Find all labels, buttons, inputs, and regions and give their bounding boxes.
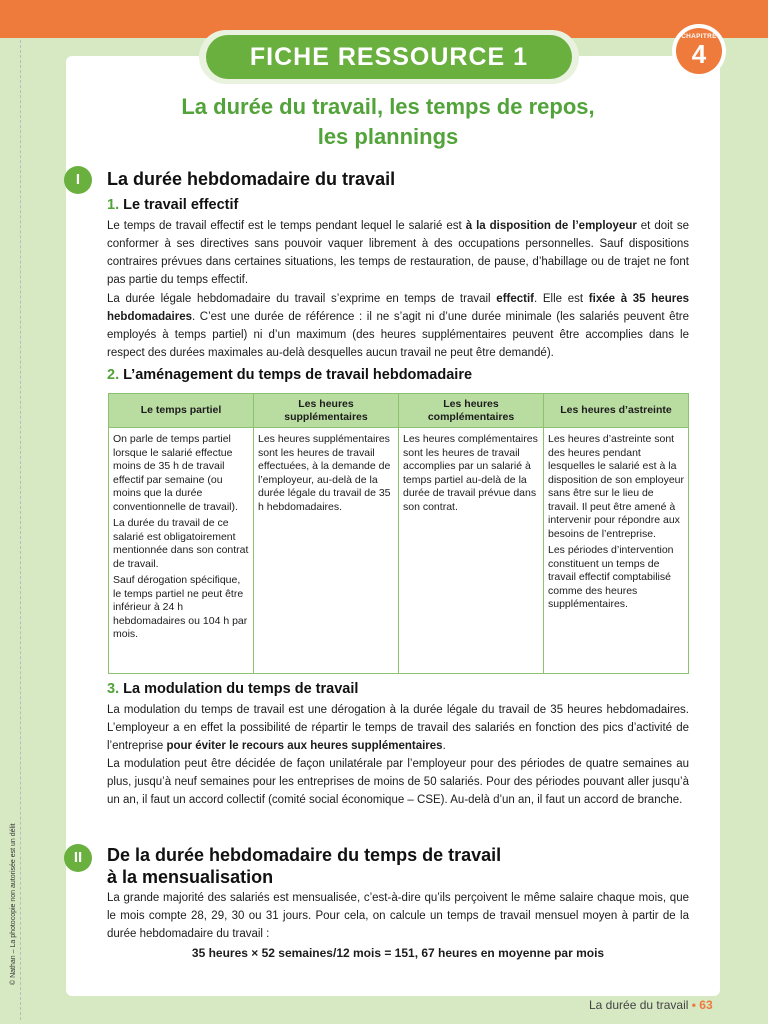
text-run: et doit se conformer à ses directives sans pouvoir vaquer librement à des occupations personnelles. Sauf dispositions contraires prévues dans certaines situations, les temps de restauration, de pause, d’habillage ou de trajet ne font pas partie du temps effectif. (107, 220, 689, 286)
copyright-sidenote: © Nathan – La photocopie non autorisée est un délit (10, 823, 17, 985)
section-2-heading (107, 844, 501, 888)
page-title-line2: les plannings (317, 124, 459, 149)
table-cell-heures-supplementaires (254, 428, 399, 674)
footer-bullet: • (691, 998, 696, 1012)
cell-paragraph: Les heures d’astreinte sont des heures pendant lesquelles le salarié est à la disposition de son employeur sans être sur le lieu de travail. Il peut être amené à intervenir pour répondre aux besoins de l’entreprise. (548, 433, 684, 540)
paragraph-duree-legale (107, 290, 689, 362)
table-header-cell: Les heures complémentaires (399, 394, 544, 428)
paragraph-travail-effectif (107, 217, 689, 289)
chapter-badge (676, 28, 722, 74)
text-run: La durée légale hebdomadaire du travail s’exprime en temps de travail (107, 293, 497, 305)
chapter-label: CHAPITRE (681, 33, 717, 40)
formula-line: 35 heures × 52 semaines/12 mois = 151, 67 heures en moyenne par mois (191, 946, 605, 960)
table-header-cell: Les heures supplémentaires (254, 394, 399, 428)
subsection-2-title: L’aménagement du temps de travail hebdomadaire (123, 367, 473, 383)
cell-paragraph: Les heures complémentaires sont les heures de travail accomplies par un salarié à temps partiel au-delà de la durée de travail prévue dans son contrat. (403, 433, 538, 513)
paragraph-modulation-1 (107, 701, 689, 755)
subsection-1-heading (107, 197, 238, 213)
section-2-heading-line1: De la durée hebdomadaire du temps de travail (107, 845, 502, 865)
table-header-cell: Les heures d’astreinte (544, 394, 689, 428)
table-cell-heures-astreinte (544, 428, 689, 674)
bold-run: fixée à 35 heures hebdomadaires (107, 293, 689, 323)
page-title-line1: La durée du travail, les temps de repos, (181, 94, 595, 119)
subsection-1-number: 1. (107, 197, 120, 213)
text-run: La modulation du temps de travail est une dérogation à la durée légale du travail de 35 heures hebdomadaires. L’employeur a en effet la possibilité de répartir le temps de travail des salariés en fonction des pics d’activité de l’entreprise (107, 704, 689, 752)
table-row (109, 428, 689, 674)
cell-paragraph: Sauf dérogation spécifique, le temps partiel ne peut être inférieur à 24 h hebdomadaires ou 104 h par mois. (113, 574, 248, 640)
subsection-2-heading (107, 367, 472, 383)
paragraph-mensualisation: La grande majorité des salariés est mensualisée, c’est-à-dire qu’ils perçoivent le même salaire chaque mois, que le mois compte 28, 29, 30 ou 31 jours. Pour cela, on calcule un temps de travail mensuel moyen à partir de la durée hebdomadaire du travail : (107, 892, 689, 940)
chapter-number: 4 (691, 39, 707, 69)
table-cell-temps-partiel (109, 428, 254, 674)
cell-paragraph: La durée du travail de ce salarié est obligatoirement mentionnée dans son contrat de travail. (113, 517, 249, 570)
bold-run: pour éviter le recours aux heures supplémentaires (166, 740, 443, 752)
subsection-3-heading (107, 681, 358, 697)
table-header-row (109, 394, 689, 428)
subsection-2-number: 2. (107, 367, 120, 383)
paragraph-modulation-2: La modulation peut être décidée de façon unilatérale par l’employeur pour des périodes de quatre semaines au plus, jusqu’à neuf semaines pour les entreprises de moins de 50 salariés. Pour des périodes pouvant aller jusqu’à un an, il faut un accord collectif (comité social économique – CSE). Au-delà d’un an, il faut un accord de branche. (107, 758, 689, 806)
cell-paragraph: On parle de temps partiel lorsque le salarié effectue moins de 35 h de travail effectif par semaine (ou moins que la durée conventionnelle de travail). (113, 433, 238, 513)
section-2-badge: II (64, 844, 92, 872)
text-run: Le temps de travail effectif est le temps pendant lequel le salarié est (107, 220, 466, 232)
table-header-cell: Le temps partiel (109, 394, 254, 428)
page-title (108, 92, 668, 152)
subsection-3-number: 3. (107, 681, 120, 697)
page-number: 63 (699, 998, 713, 1012)
cell-paragraph: Les heures supplémentaires sont les heures de travail effectuées, à la demande de l’employeur, au-delà de la durée légale du travail de 35 h hebdomadaires. (258, 433, 391, 513)
banner-title: FICHE RESSOURCE 1 (206, 35, 572, 79)
section-2-heading-line2: à la mensualisation (107, 867, 274, 887)
footer-text: La durée du travail (589, 998, 689, 1012)
bold-run: à la disposition de l’employeur (465, 220, 637, 232)
text-run: . Elle est (534, 293, 589, 305)
table-cell-heures-complementaires (399, 428, 544, 674)
margin-line (20, 40, 21, 1020)
text-run: . (442, 740, 446, 752)
amenagement-table (108, 393, 689, 674)
page-footer (589, 998, 713, 1012)
text-run: . C’est une durée de référence : il ne s’agit ni d’une durée minimale (les salariés peuvent être employés à temps partiel) ni d’un maximum (des heures supplémentaires peuvent être accomplies dans le respect des durées maximales au-delà desquelles aucun travail ne peut être demandé). (107, 311, 689, 359)
section-1-heading: La durée hebdomadaire du travail (107, 169, 396, 189)
cell-paragraph: Les périodes d’intervention constituent un temps de travail effectif comptabilisé comme des heures supplémentaires. (548, 544, 674, 610)
section-1-badge: I (64, 166, 92, 194)
subsection-3-title: La modulation du temps de travail (123, 681, 359, 697)
subsection-1-title: Le travail effectif (123, 197, 239, 213)
bold-run: effectif (496, 293, 534, 305)
